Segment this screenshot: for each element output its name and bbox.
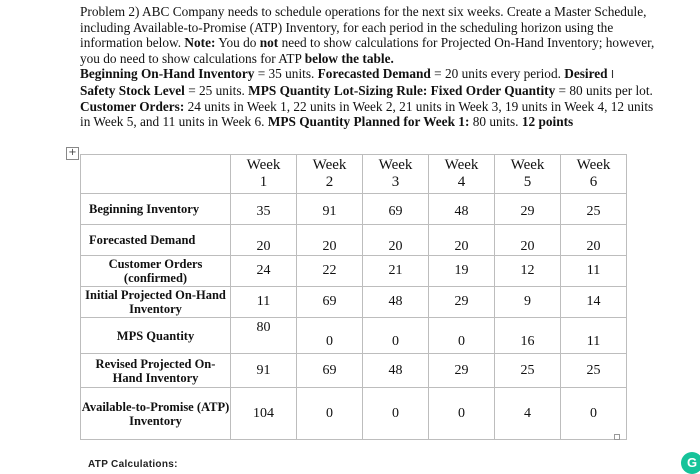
table-cell[interactable]: 29 xyxy=(429,354,495,388)
schedule-table-area xyxy=(80,154,627,440)
row-label: Revised Projected On-Hand Inventory xyxy=(81,354,231,388)
row-label: Initial Projected On-Hand Inventory xyxy=(81,287,231,318)
table-row xyxy=(81,388,627,440)
table-cell[interactable]: 0 xyxy=(429,388,495,440)
table-row xyxy=(81,194,627,225)
table-cell[interactable]: 0 xyxy=(561,388,627,440)
table-cell[interactable]: 12 xyxy=(495,256,561,287)
table-cell[interactable]: 69 xyxy=(297,354,363,388)
week-header-row xyxy=(81,155,627,194)
note-label: Note: xyxy=(184,35,216,51)
table-cell[interactable]: 19 xyxy=(429,256,495,287)
table-cell[interactable]: 20 xyxy=(429,225,495,256)
table-cell[interactable]: 20 xyxy=(561,225,627,256)
table-cell[interactable]: 11 xyxy=(231,287,297,318)
grammarly-icon[interactable]: G xyxy=(681,452,700,474)
week-header-3: Week 3 xyxy=(363,155,429,194)
lot-sizing-value: = 80 units per lot. xyxy=(555,82,653,98)
table-cell[interactable]: 20 xyxy=(363,225,429,256)
table-cell[interactable]: 0 xyxy=(363,318,429,354)
table-cell[interactable]: 48 xyxy=(429,194,495,225)
beginning-inventory-label: Beginning On-Hand Inventory xyxy=(80,66,255,82)
mps-planned-value: 80 units. xyxy=(469,114,522,130)
table-cell[interactable]: 0 xyxy=(429,318,495,354)
week-header-4: Week 4 xyxy=(429,155,495,194)
table-cell[interactable]: 25 xyxy=(561,354,627,388)
table-row xyxy=(81,287,627,318)
table-row xyxy=(81,354,627,388)
table-resize-handle[interactable] xyxy=(614,434,620,440)
table-row xyxy=(81,318,627,354)
table-cell[interactable]: 104 xyxy=(231,388,297,440)
forecast-label: Forecasted Demand xyxy=(317,66,431,82)
table-move-handle-icon[interactable]: + xyxy=(66,147,79,160)
header-corner-cell xyxy=(81,155,231,194)
note-not: not xyxy=(259,35,279,51)
table-cell[interactable]: 14 xyxy=(561,287,627,318)
table-cell[interactable]: 24 xyxy=(231,256,297,287)
table-cell[interactable]: 11 xyxy=(561,256,627,287)
row-label: Beginning Inventory xyxy=(81,194,231,225)
points-label: 12 points xyxy=(521,114,574,130)
week-header-5: Week 5 xyxy=(495,155,561,194)
table-cell[interactable]: 91 xyxy=(231,354,297,388)
table-row xyxy=(81,225,627,256)
row-label: MPS Quantity xyxy=(81,318,231,354)
table-cell[interactable]: 69 xyxy=(363,194,429,225)
problem-intro: Problem 2) ABC Company needs to schedule operations for the next six weeks. Create a Master Schedule, including Available-to-Promise (ATP) Inventory, for each period in the scheduling horizon using the information below. xyxy=(80,4,647,51)
row-label: Customer Orders (confirmed) xyxy=(81,256,231,287)
table-cell[interactable]: 4 xyxy=(495,388,561,440)
table-cell[interactable]: 25 xyxy=(561,194,627,225)
table-cell[interactable]: 0 xyxy=(297,388,363,440)
customer-orders-value: 24 units in Week 1, 22 units in Week 2, 21 units in Week 3, 19 units in Week 4, 12 units in Week 5, and 11 units in Week 6. xyxy=(80,98,654,130)
note-text: You do xyxy=(215,35,260,51)
forecast-value: = 20 units every period. xyxy=(430,66,565,82)
table-cell[interactable]: 48 xyxy=(363,287,429,318)
week-header-6: Week 6 xyxy=(561,155,627,194)
row-label: Available-to-Promise (ATP) Inventory xyxy=(81,388,231,440)
table-cell[interactable]: 20 xyxy=(495,225,561,256)
table-cell[interactable]: 35 xyxy=(231,194,297,225)
beginning-inventory-value: = 35 units. xyxy=(254,66,318,82)
safety-stock-value: = 25 units. xyxy=(184,82,249,98)
below-table: below the table. xyxy=(304,50,394,66)
table-cell[interactable]: 0 xyxy=(363,388,429,440)
lot-sizing-label: MPS Quantity Lot-Sizing Rule: Fixed Order Quantity xyxy=(248,82,556,98)
master-schedule-table xyxy=(80,154,627,440)
table-cell[interactable]: 80 xyxy=(231,318,297,354)
table-cell[interactable]: 16 xyxy=(495,318,561,354)
text-cursor-icon: I xyxy=(610,68,615,82)
atp-calculations-heading: ATP Calculations: xyxy=(88,459,178,470)
table-cell[interactable]: 22 xyxy=(297,256,363,287)
note-text-2: need to show calculations for Projected On-Hand Inventory; however, you do need to show calculations for ATP xyxy=(80,35,655,66)
row-label: Forecasted Demand xyxy=(81,225,231,256)
week-header-2: Week 2 xyxy=(297,155,363,194)
table-cell[interactable]: 29 xyxy=(495,194,561,225)
table-cell[interactable]: 25 xyxy=(495,354,561,388)
table-cell[interactable]: 48 xyxy=(363,354,429,388)
problem-statement xyxy=(80,4,655,130)
table-cell[interactable]: 69 xyxy=(297,287,363,318)
table-row xyxy=(81,256,627,287)
table-cell[interactable]: 29 xyxy=(429,287,495,318)
safety-stock-label-2: Safety Stock Level xyxy=(80,82,185,98)
table-cell[interactable]: 0 xyxy=(297,318,363,354)
week-header-1: Week 1 xyxy=(231,155,297,194)
safety-stock-label-1: Desired xyxy=(564,66,608,82)
table-cell[interactable]: 20 xyxy=(297,225,363,256)
customer-orders-label: Customer Orders: xyxy=(80,98,185,114)
mps-planned-label: MPS Quantity Planned for Week 1: xyxy=(267,114,470,130)
table-cell[interactable]: 21 xyxy=(363,256,429,287)
table-cell[interactable]: 91 xyxy=(297,194,363,225)
table-cell[interactable]: 20 xyxy=(231,225,297,256)
table-cell[interactable]: 11 xyxy=(561,318,627,354)
table-cell[interactable]: 9 xyxy=(495,287,561,318)
